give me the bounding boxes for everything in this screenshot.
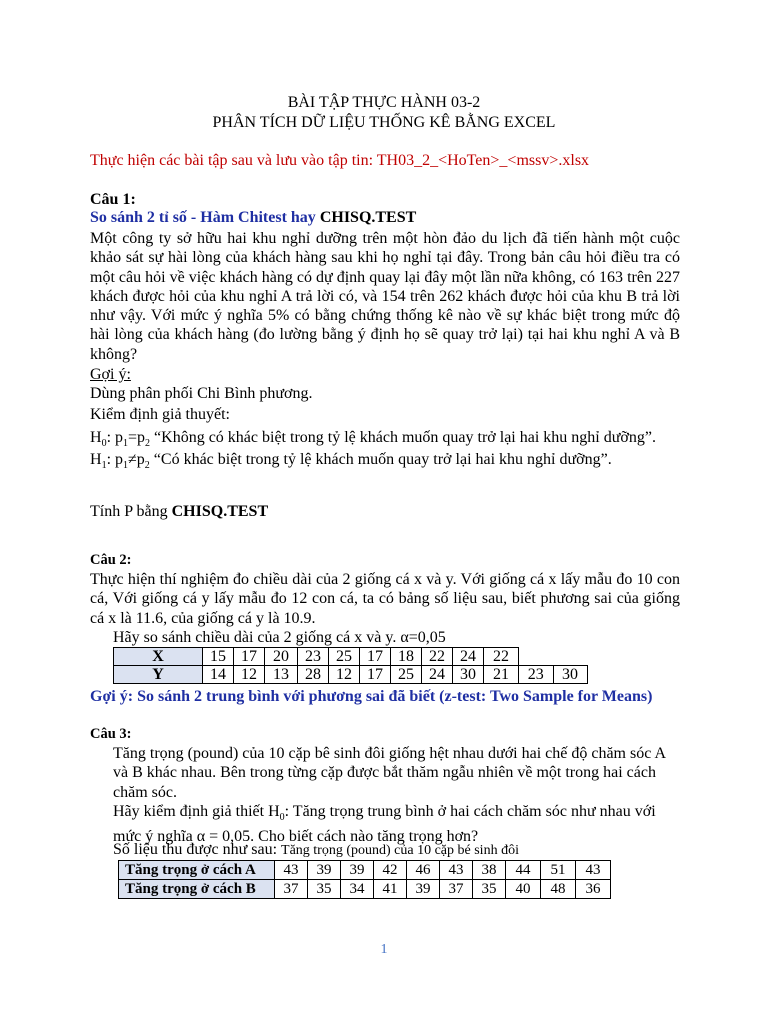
- table-cell: 30: [553, 666, 587, 684]
- h0-text: “Không có khác biệt trong tỷ lệ khách muốn quay trở lại hai khu nghỉ dưỡng”.: [150, 429, 656, 446]
- table-cell: 43: [576, 861, 611, 880]
- row-label-a: Tăng trọng ở cách A: [119, 861, 275, 880]
- table-cell: 20: [265, 648, 298, 666]
- cau2-body: Thực hiện thí nghiệm đo chiều dài của 2 giống cá x và y. Với giống cá x lấy mẫu đo 10 con cá, Với giống cá y lấy mẫu đo 12 con cá, ta có bảng số liệu sau, biết phương sai của giống cá x là 11.6, của giống cá y là 10.9.: [90, 571, 680, 627]
- table-cell: 35: [308, 880, 341, 899]
- cau3-heading: Câu 3:: [90, 726, 132, 742]
- table-cell: 17: [360, 666, 391, 684]
- row-label-b: Tăng trọng ở cách B: [119, 880, 275, 899]
- table-cell: 30: [453, 666, 484, 684]
- table-cell: 28: [298, 666, 329, 684]
- table-cell: 40: [506, 880, 541, 899]
- doc-title-line2: PHÂN TÍCH DỮ LIỆU THỐNG KÊ BẰNG EXCEL: [212, 114, 556, 131]
- table-cell: 22: [484, 648, 519, 666]
- cau1-calc: [90, 502, 268, 521]
- table-cell: 22: [422, 648, 453, 666]
- cau1-subtitle: [90, 209, 416, 227]
- data-intro: Số liệu thu được như sau:: [113, 841, 282, 858]
- table-cell: 24: [453, 648, 484, 666]
- cau3-table: [118, 860, 611, 899]
- h0-p1-sub: 1: [123, 438, 129, 450]
- h0-p2-sub: 2: [145, 438, 151, 450]
- table-cell: 36: [576, 880, 611, 899]
- table-cell: 34: [341, 880, 374, 899]
- doc-title-line1: BÀI TẬP THỰC HÀNH 03-2: [287, 94, 481, 111]
- h1-sub: 1: [101, 460, 107, 472]
- table-cell: 38: [473, 861, 506, 880]
- page-number: 1: [380, 942, 388, 957]
- table-cell: 46: [407, 861, 440, 880]
- table-cell: 15: [203, 648, 234, 666]
- table-cell: 39: [341, 861, 374, 880]
- table-cell: 24: [422, 666, 453, 684]
- cau1-body: Một công ty sở hữu hai khu nghỉ dưỡng trên một hòn đảo du lịch đã tiến hành một cuộc khảo sát sự hài lòng của khách hàng sau khi họ nghỉ tại đây. Trong bản câu hỏi điều tra có một câu hỏi về việc khách hàng có dự định quay lại đây một lần nữa không, có 163 trên 227 khách được hỏi của khu nghỉ A trả lời có, và 154 trên 262 khách được hỏi của khu B trả lời như vậy. Với mức ý nghĩa 5% có bằng chứng thống kê nào về sự khác biệt trong mức độ hài lòng của khách hàng (đo lường bằng ý định họ sẽ quay trở lại) tại hai khu nghỉ A và B không?: [90, 230, 680, 363]
- table-cell: 25: [329, 648, 360, 666]
- empty-cell: [553, 648, 587, 666]
- cau2-heading: Câu 2:: [90, 552, 132, 568]
- table-cell: 37: [275, 880, 308, 899]
- table-row-a: [119, 861, 611, 880]
- table-cell: 39: [308, 861, 341, 880]
- cau1-h1: [90, 450, 612, 475]
- row-label-x: X: [114, 648, 203, 666]
- table-cell: 17: [234, 648, 265, 666]
- table-cell: 18: [391, 648, 422, 666]
- calc-prefix: Tính P bằng: [90, 503, 172, 520]
- cau1-hint2: Kiểm định giả thuyết:: [90, 406, 230, 423]
- cau3-body: Tăng trọng (pound) của 10 cặp bê sinh đôi giống hệt nhau dưới hai chế độ chăm sóc A và B khác nhau. Bên trong từng cặp được bắt thăm ngẫu nhiên về một trong hai cách chăm sóc.: [113, 745, 666, 801]
- cau3-data-intro: [113, 840, 519, 860]
- table-cell: 41: [374, 880, 407, 899]
- cau1-subtitle-func: CHISQ.TEST: [319, 209, 417, 226]
- h1-p1-sub: 1: [123, 460, 129, 472]
- table-row-y: [114, 666, 588, 684]
- cau2-question: Hãy so sánh chiều dài của 2 giống cá x và y. α=0,05: [113, 629, 446, 646]
- instruction-text: Thực hiện các bài tập sau và lưu vào tập tin: TH03_2_<HoTen>_<mssv>.xlsx: [90, 152, 590, 169]
- table-cell: 17: [360, 648, 391, 666]
- table-row-b: [119, 880, 611, 899]
- table-cell: 12: [329, 666, 360, 684]
- cau2-hint: Gợi ý: So sánh 2 trung bình với phương sai đã biết (z-test: Two Sample for Means): [90, 688, 653, 705]
- h1-p2-sub: 2: [144, 460, 150, 472]
- table-row-x: [114, 648, 588, 666]
- h0-sub: 0: [101, 438, 107, 450]
- h1-text: “Có khác biệt trong tỷ lệ khách muốn quay trở lại hai khu nghỉ dưỡng”.: [149, 451, 612, 468]
- table-cell: 39: [407, 880, 440, 899]
- table-cell: 51: [541, 861, 576, 880]
- cau1-hint1: Dùng phân phối Chi Bình phương.: [90, 385, 313, 402]
- cau3-question-b: : Tăng trọng trung bình ở hai cách chăm sóc như nhau với mức ý nghĩa α = 0,05. Cho biết cách nào tăng trọng hơn?: [113, 803, 656, 846]
- table-cell: 21: [484, 666, 519, 684]
- data-caption: Tăng trọng (pound) của 10 cặp bé sinh đôi: [281, 843, 519, 858]
- table-cell: 14: [203, 666, 234, 684]
- h1-ne: ≠p: [128, 451, 145, 468]
- cau3-question-sub: 0: [279, 812, 285, 824]
- cau1-hint-label: Gợi ý:: [90, 366, 131, 383]
- cau1-heading: Câu 1:: [90, 191, 136, 208]
- cau1-subtitle-blue: So sánh 2 tỉ số - Hàm Chitest hay: [90, 209, 320, 226]
- h1-prefix: H: [90, 451, 102, 468]
- table-cell: 35: [473, 880, 506, 899]
- table-cell: 37: [440, 880, 473, 899]
- cau3-question-a: Hãy kiểm định giả thiết H: [113, 803, 280, 820]
- table-cell: 48: [541, 880, 576, 899]
- table-cell: 42: [374, 861, 407, 880]
- table-cell: 12: [234, 666, 265, 684]
- empty-cell: [519, 648, 554, 666]
- table-cell: 25: [391, 666, 422, 684]
- row-label-y: Y: [114, 666, 203, 684]
- calc-function: CHISQ.TEST: [171, 503, 269, 520]
- table-cell: 23: [519, 666, 554, 684]
- table-cell: 23: [298, 648, 329, 666]
- table-cell: 44: [506, 861, 541, 880]
- h0-mid: : p: [106, 429, 124, 446]
- h1-mid: : p: [106, 451, 124, 468]
- h0-eq: =p: [128, 429, 146, 446]
- h0-prefix: H: [90, 429, 102, 446]
- table-cell: 43: [440, 861, 473, 880]
- cau2-table: [113, 647, 588, 684]
- table-cell: 43: [275, 861, 308, 880]
- table-cell: 13: [265, 666, 298, 684]
